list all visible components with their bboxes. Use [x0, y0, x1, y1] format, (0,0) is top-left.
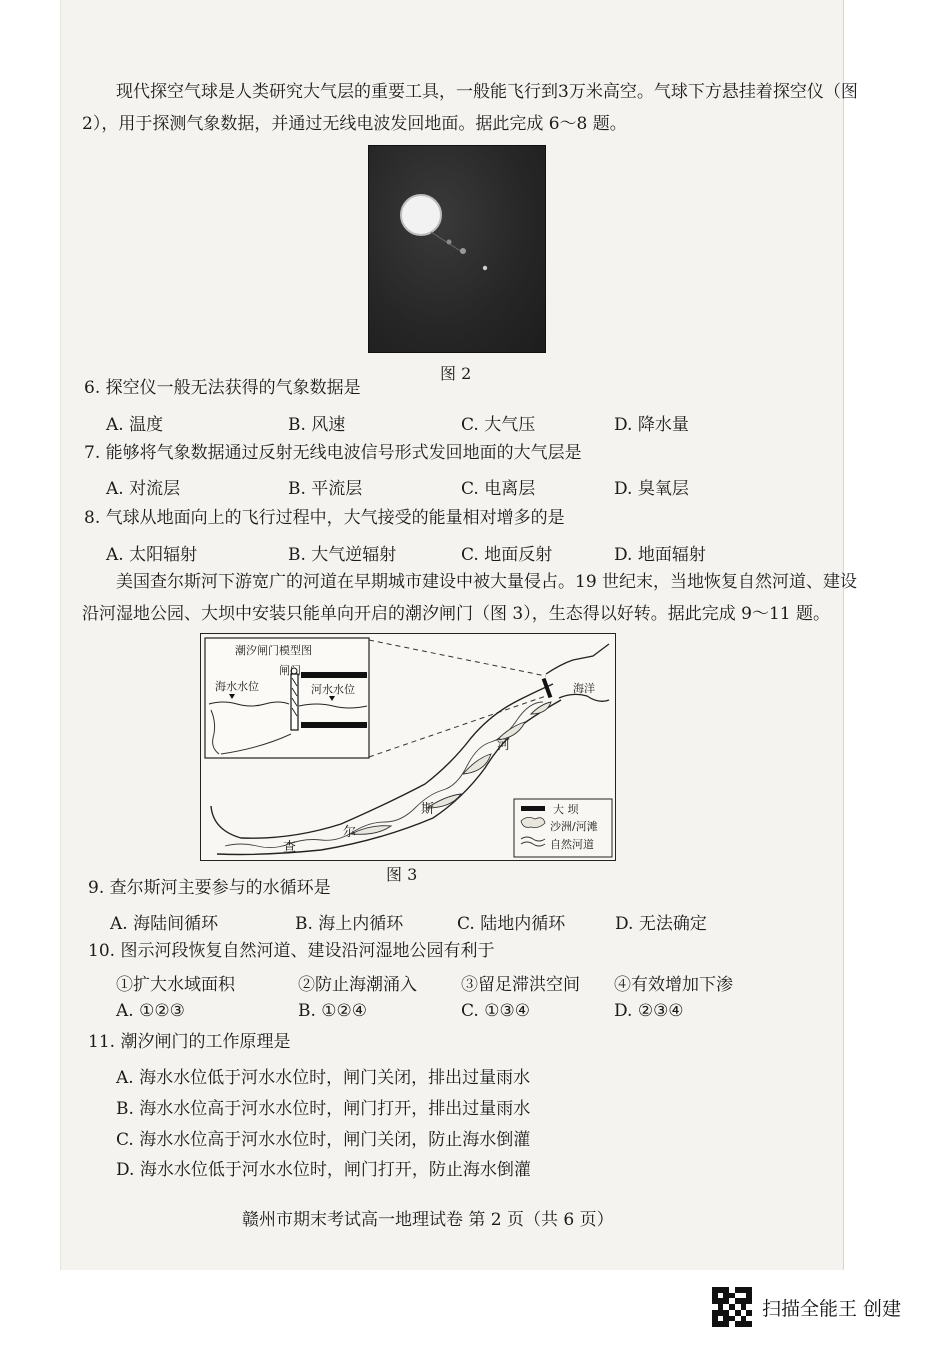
q7-option-a: A. 对流层 — [106, 479, 181, 499]
q7-option-d: D. 臭氧层 — [614, 479, 689, 499]
q10-statement-3: ③留足滞洪空间 — [461, 975, 580, 995]
question-7: 7. 能够将气象数据通过反射无线电波信号形式发回地面的大气层是 — [84, 443, 582, 463]
q8-option-b: B. 大气逆辐射 — [288, 545, 397, 565]
q11-option-b: B. 海水水位高于河水水位时，闸门打开，排出过量雨水 — [116, 1099, 531, 1119]
question-9: 9. 查尔斯河主要参与的水循环是 — [88, 878, 331, 898]
legend-dam-icon — [521, 806, 545, 811]
figure-3-caption: 图 3 — [386, 865, 418, 884]
q11-option-a: A. 海水水位低于河水水位时，闸门关闭，排出过量雨水 — [116, 1068, 531, 1088]
question-10: 10. 图示河段恢复自然河道、建设沿河湿地公园有利于 — [88, 941, 495, 961]
river-name-char-1: 查 — [283, 840, 297, 855]
q8-option-a: A. 太阳辐射 — [106, 545, 198, 565]
inset-river-level-label: 河水水位 — [311, 683, 355, 696]
q11-option-c: C. 海水水位高于河水水位时，闸门关闭，防止海水倒灌 — [116, 1130, 531, 1150]
passage-balloon: 现代探空气球是人类研究大气层的重要工具，一般能飞行到3万米高空。气球下方悬挂着探空仪（图 2），用于探测气象数据，并通过无线电波发回地面。据此完成 6～8 题。 — [82, 82, 858, 134]
figure-2-caption: 图 2 — [440, 364, 472, 383]
radiosonde-icon — [460, 248, 466, 254]
q10-statement-1: ①扩大水域面积 — [116, 975, 235, 995]
q10-option-a: A. ①②③ — [116, 1001, 185, 1021]
inset-title: 潮汐闸门模型图 — [235, 644, 312, 657]
scanner-watermark — [712, 1287, 901, 1327]
q9-option-d: D. 无法确定 — [615, 914, 707, 934]
ocean-label: 海洋 — [573, 682, 595, 695]
q7-option-b: B. 平流层 — [288, 479, 363, 499]
q9-option-b: B. 海上内循环 — [295, 914, 404, 934]
q11-option-d: D. 海水水位低于河水水位时，闸门打开，防止海水倒灌 — [116, 1160, 531, 1180]
balloon-icon — [401, 195, 441, 235]
q6-option-c: C. 大气压 — [461, 415, 536, 435]
legend-channel-label: 自然河道 — [550, 838, 594, 851]
q10-option-c: C. ①③④ — [461, 1001, 530, 1021]
legend-sandbar-icon — [521, 817, 545, 827]
q6-option-b: B. 风速 — [288, 415, 346, 435]
q7-option-c: C. 电离层 — [461, 479, 536, 499]
q8-option-d: D. 地面辐射 — [614, 545, 706, 565]
q9-option-a: A. 海陆间循环 — [110, 914, 219, 934]
inset-sea-level-label: 海水水位 — [215, 680, 259, 693]
legend-dam-label: 大 坝 — [553, 803, 579, 816]
page-footer: 赣州市期末考试高一地理试卷 第 2 页（共 6 页） — [242, 1210, 614, 1230]
river-name-char-2: 尔 — [343, 825, 357, 840]
balloon-illustration — [369, 146, 545, 352]
river-name-char-3: 斯 — [421, 802, 435, 817]
q10-option-b: B. ①②④ — [298, 1001, 368, 1021]
legend-sandbar-label: 沙洲/河滩 — [550, 820, 598, 833]
river-name-char-4: 河 — [497, 738, 511, 753]
q6-option-a: A. 温度 — [106, 415, 164, 435]
q10-statement-2: ②防止海潮涌入 — [298, 975, 417, 995]
watermark-text: 扫描全能王 创建 — [762, 1297, 902, 1320]
figure-3-charles-river-map — [200, 633, 616, 861]
qr-code-icon — [712, 1287, 752, 1327]
q9-option-c: C. 陆地内循环 — [457, 914, 566, 934]
inset-gate-label: 闸门 — [279, 664, 301, 677]
q10-statement-4: ④有效增加下渗 — [614, 975, 733, 995]
q8-option-c: C. 地面反射 — [461, 545, 553, 565]
question-11: 11. 潮汐闸门的工作原理是 — [88, 1032, 291, 1052]
passage-charles-river: 美国查尔斯河下游宽广的河道在早期城市建设中被大量侵占。19 世纪末，当地恢复自然河道、建设沿河湿地公园、大坝中安装只能单向开启的潮汐闸门（图 3），生态得以好转。据此完成 9～11 题。 — [82, 572, 858, 624]
question-8: 8. 气球从地面向上的飞行过程中，大气接受的能量相对增多的是 — [84, 508, 565, 528]
q6-option-d: D. 降水量 — [614, 415, 689, 435]
figure-2-balloon-photo — [368, 145, 546, 353]
question-6: 6. 探空仪一般无法获得的气象数据是 — [84, 378, 361, 398]
q10-option-d: D. ②③④ — [614, 1001, 684, 1021]
